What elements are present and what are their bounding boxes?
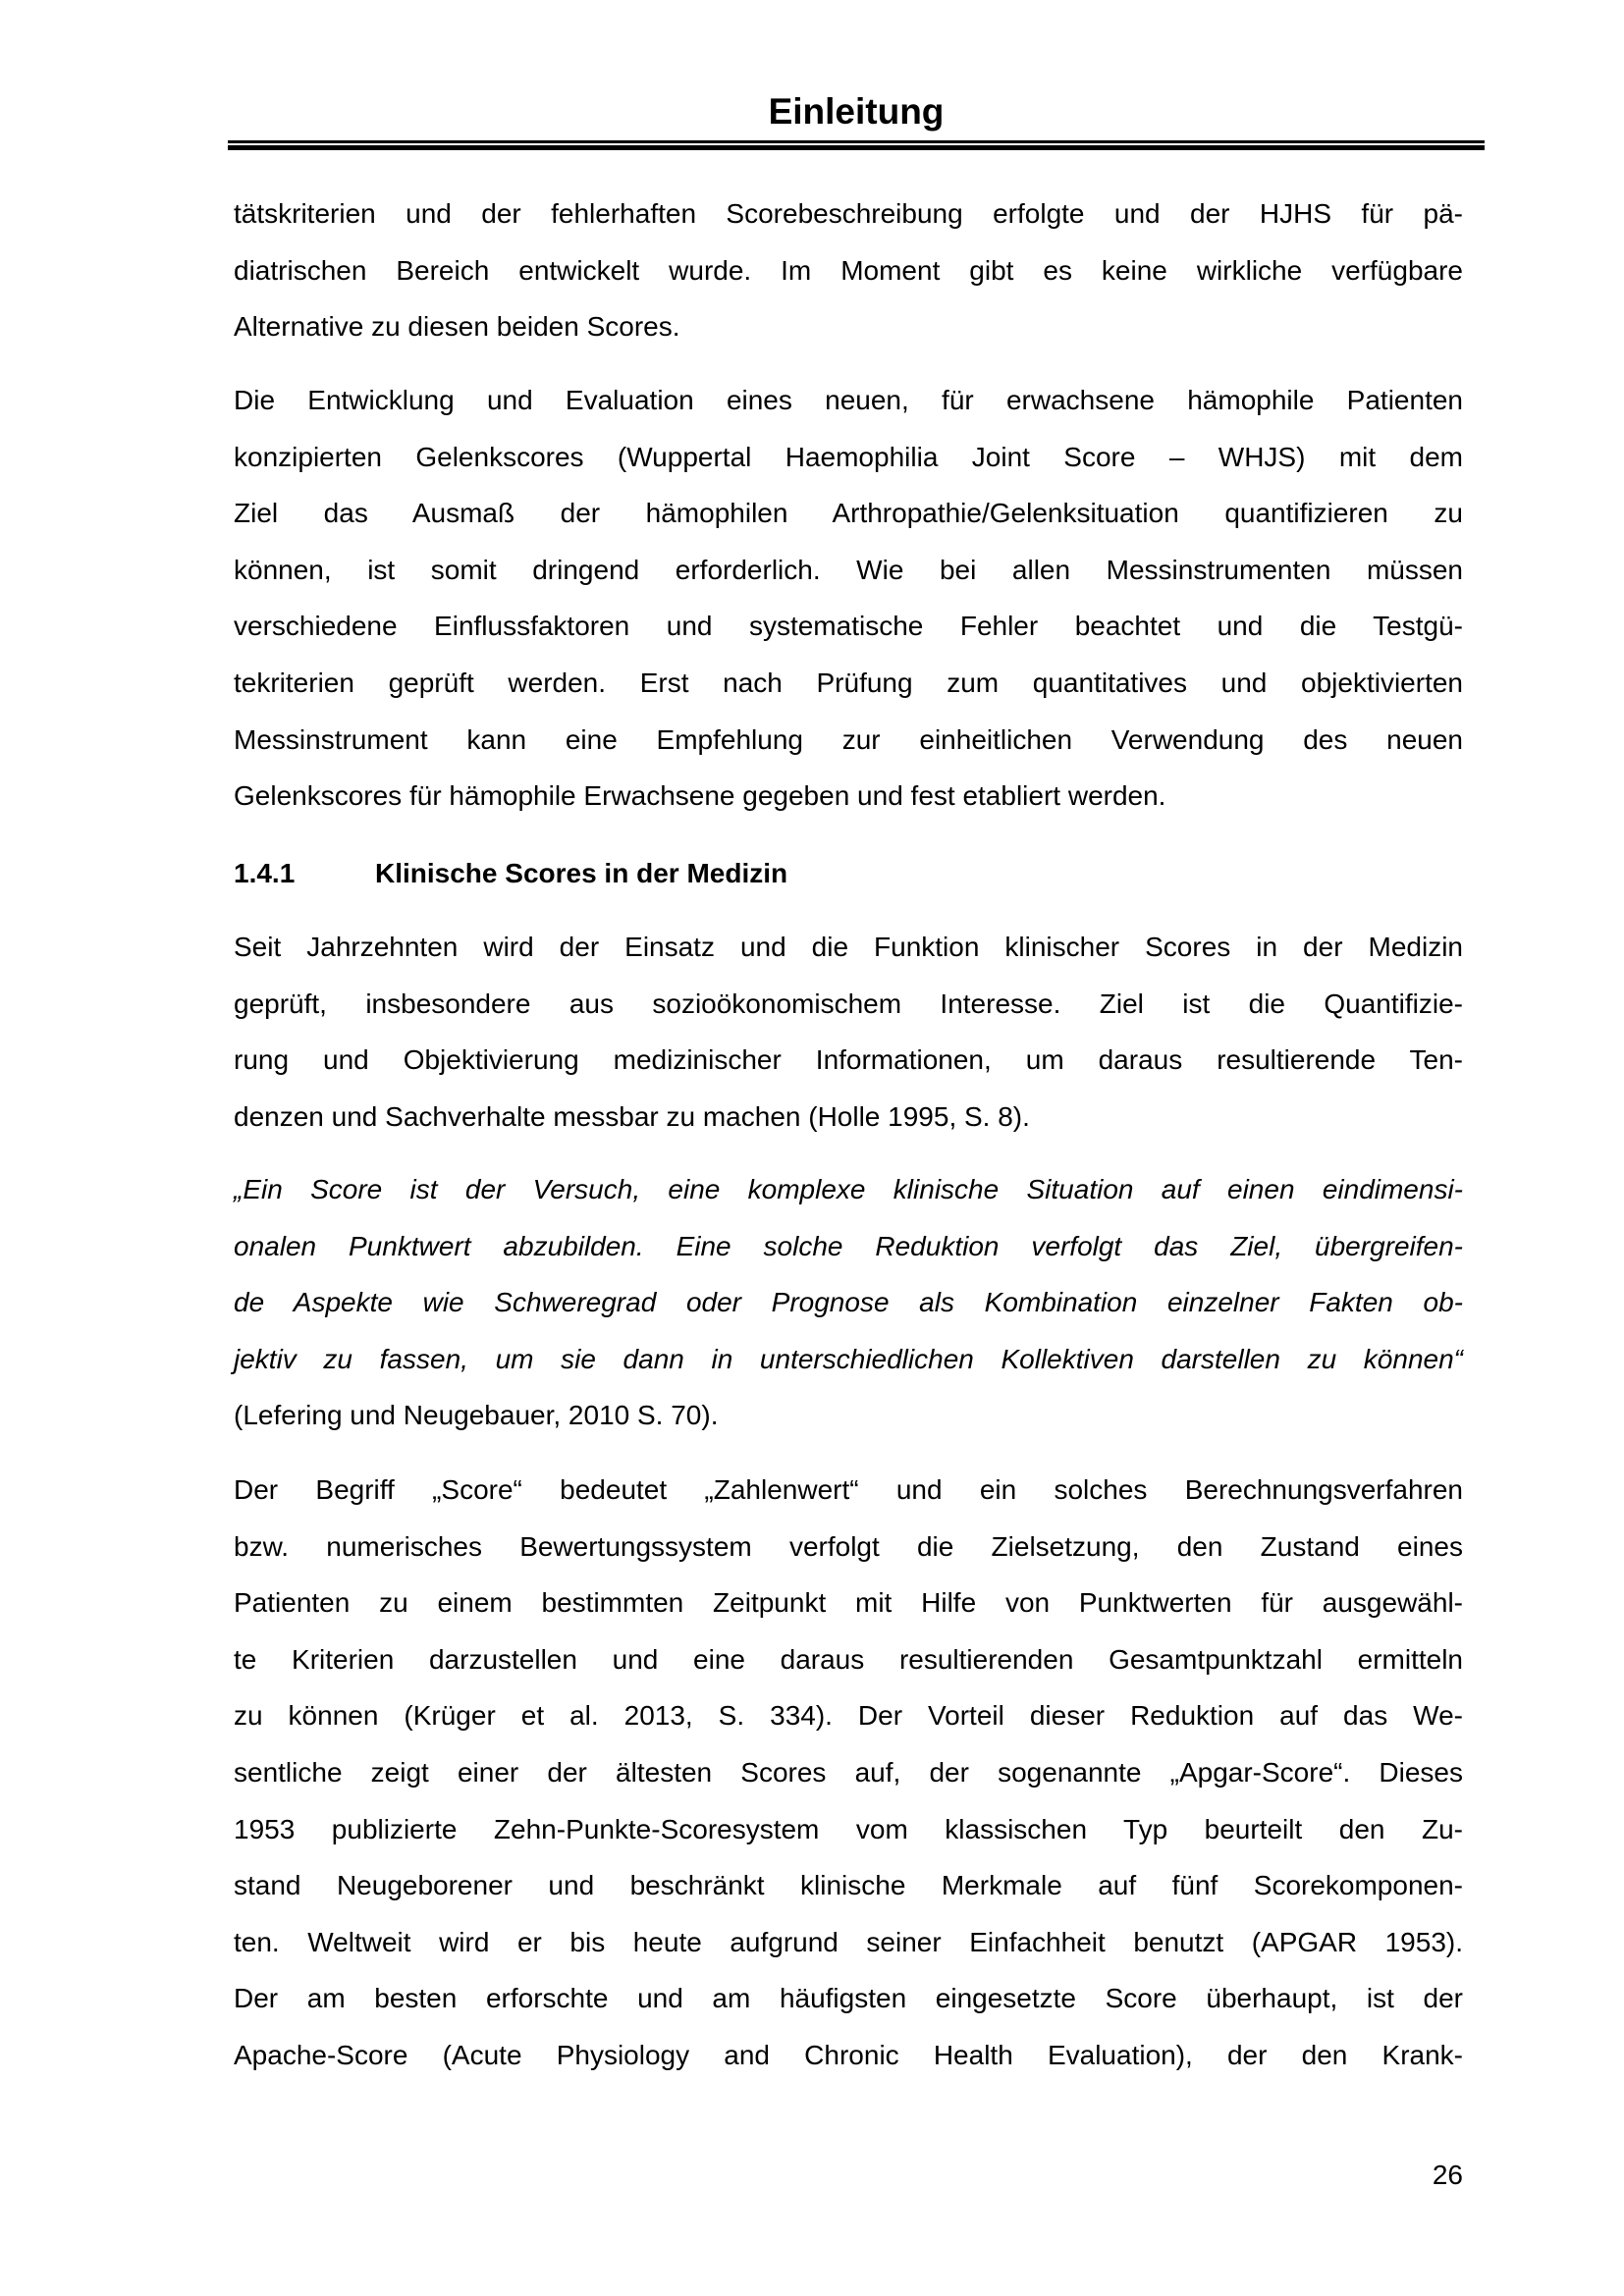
section-number: 1.4.1 bbox=[234, 858, 296, 888]
text-line: konzipierten Gelenkscores (Wuppertal Haemophilia Joint Score – WHJS) mit dem bbox=[234, 441, 1463, 472]
text-line: rung und Objektivierung medizinischer Informationen, um daraus resultierende Ten- bbox=[234, 1044, 1463, 1076]
header-rule-thick bbox=[228, 145, 1485, 150]
text-line: sentliche zeigt einer der ältesten Scores auf, der sogenannte „Apgar-Score“. Dieses bbox=[234, 1756, 1463, 1788]
quote-line: de Aspekte wie Schweregrad oder Prognose als Kombination einzelner Fakten ob- bbox=[234, 1287, 1463, 1318]
quote-citation: (Lefering und Neugebauer, 2010 S. 70). bbox=[234, 1400, 719, 1431]
quote-line: jektiv zu fassen, um sie dann in unterschiedlichen Kollektiven darstellen zu können“ bbox=[234, 1343, 1463, 1374]
section-title: Klinische Scores in der Medizin bbox=[375, 858, 788, 888]
text-line: Der Begriff „Score“ bedeutet „Zahlenwert“ und ein solches Berechnungsverfahren bbox=[234, 1474, 1463, 1505]
text-line: stand Neugeborener und beschränkt klinische Merkmale auf fünf Scorekomponen- bbox=[234, 1870, 1463, 1901]
text-line: diatrischen Bereich entwickelt wurde. Im Moment gibt es keine wirkliche verfügbare bbox=[234, 254, 1463, 286]
text-line: Seit Jahrzehnten wird der Einsatz und die Funktion klinischer Scores in der Medizin bbox=[234, 932, 1463, 962]
text-line: 1953 publizierte Zehn-Punkte-Scoresystem vom klassischen Typ beurteilt den Zu- bbox=[234, 1813, 1463, 1844]
text-line: geprüft, insbesondere aus sozioökonomischem Interesse. Ziel ist die Quantifizie- bbox=[234, 988, 1463, 1019]
text-line: Messinstrument kann eine Empfehlung zur einheitlichen Verwendung des neuen bbox=[234, 723, 1463, 755]
text-line: Gelenkscores für hämophile Erwachsene gegeben und fest etabliert werden. bbox=[234, 780, 1166, 812]
text-line: Patienten zu einem bestimmten Zeitpunkt mit Hilfe von Punktwerten für ausgewähl- bbox=[234, 1587, 1463, 1619]
text-line: Apache-Score (Acute Physiology and Chronic Health Evaluation), der den Krank- bbox=[234, 2039, 1463, 2070]
quote-line: onalen Punktwert abzubilden. Eine solche Reduktion verfolgt das Ziel, übergreifen- bbox=[234, 1230, 1463, 1261]
running-header-title: Einleitung bbox=[768, 91, 945, 132]
text-line: bzw. numerisches Bewertungssystem verfolgt die Zielsetzung, den Zustand eines bbox=[234, 1530, 1463, 1562]
text-line: zu können (Krüger et al. 2013, S. 334). Der Vorteil dieser Reduktion auf das We- bbox=[234, 1700, 1463, 1732]
text-line: tekriterien geprüft werden. Erst nach Prüfung zum quantitatives und objektivierten bbox=[234, 667, 1463, 698]
page-number: 26 bbox=[1432, 2160, 1463, 2190]
text-line: te Kriterien darzustellen und eine daraus resultierenden Gesamtpunktzahl ermitteln bbox=[234, 1643, 1463, 1675]
quote-line: „Ein Score ist der Versuch, eine komplexe klinische Situation auf einen eindimensi- bbox=[234, 1174, 1463, 1204]
text-line: Ziel das Ausmaß der hämophilen Arthropathie/Gelenksituation quantifizieren zu bbox=[234, 498, 1463, 529]
text-line: denzen und Sachverhalte messbar zu machen (Holle 1995, S. 8). bbox=[234, 1100, 1030, 1132]
text-line: Der am besten erforschte und am häufigsten eingesetzte Score überhaupt, ist der bbox=[234, 1983, 1463, 2014]
block-quote bbox=[234, 1161, 1463, 1444]
text-line: Die Entwicklung und Evaluation eines neuen, für erwachsene hämophile Patienten bbox=[234, 385, 1463, 415]
paragraph-intro-end bbox=[234, 186, 1463, 355]
section-heading bbox=[234, 854, 787, 893]
text-line: ten. Weltweit wird er bis heute aufgrund seiner Einfachheit benutzt (APGAR 1953). bbox=[234, 1926, 1463, 1957]
paragraph-score-definition bbox=[234, 1462, 1463, 2084]
text-line: Alternative zu diesen beiden Scores. bbox=[234, 311, 680, 343]
paragraph-scores-intro bbox=[234, 919, 1463, 1145]
text-line: können, ist somit dringend erforderlich. Wie bei allen Messinstrumenten müssen bbox=[234, 554, 1463, 585]
text-line: verschiedene Einflussfaktoren und systematische Fehler beachtet und die Testgü- bbox=[234, 611, 1463, 642]
text-line: tätskriterien und der fehlerhaften Scorebeschreibung erfolgte und der HJHS für pä- bbox=[234, 198, 1463, 229]
paragraph-whjs bbox=[234, 372, 1463, 825]
header-rule-thin bbox=[228, 140, 1485, 143]
